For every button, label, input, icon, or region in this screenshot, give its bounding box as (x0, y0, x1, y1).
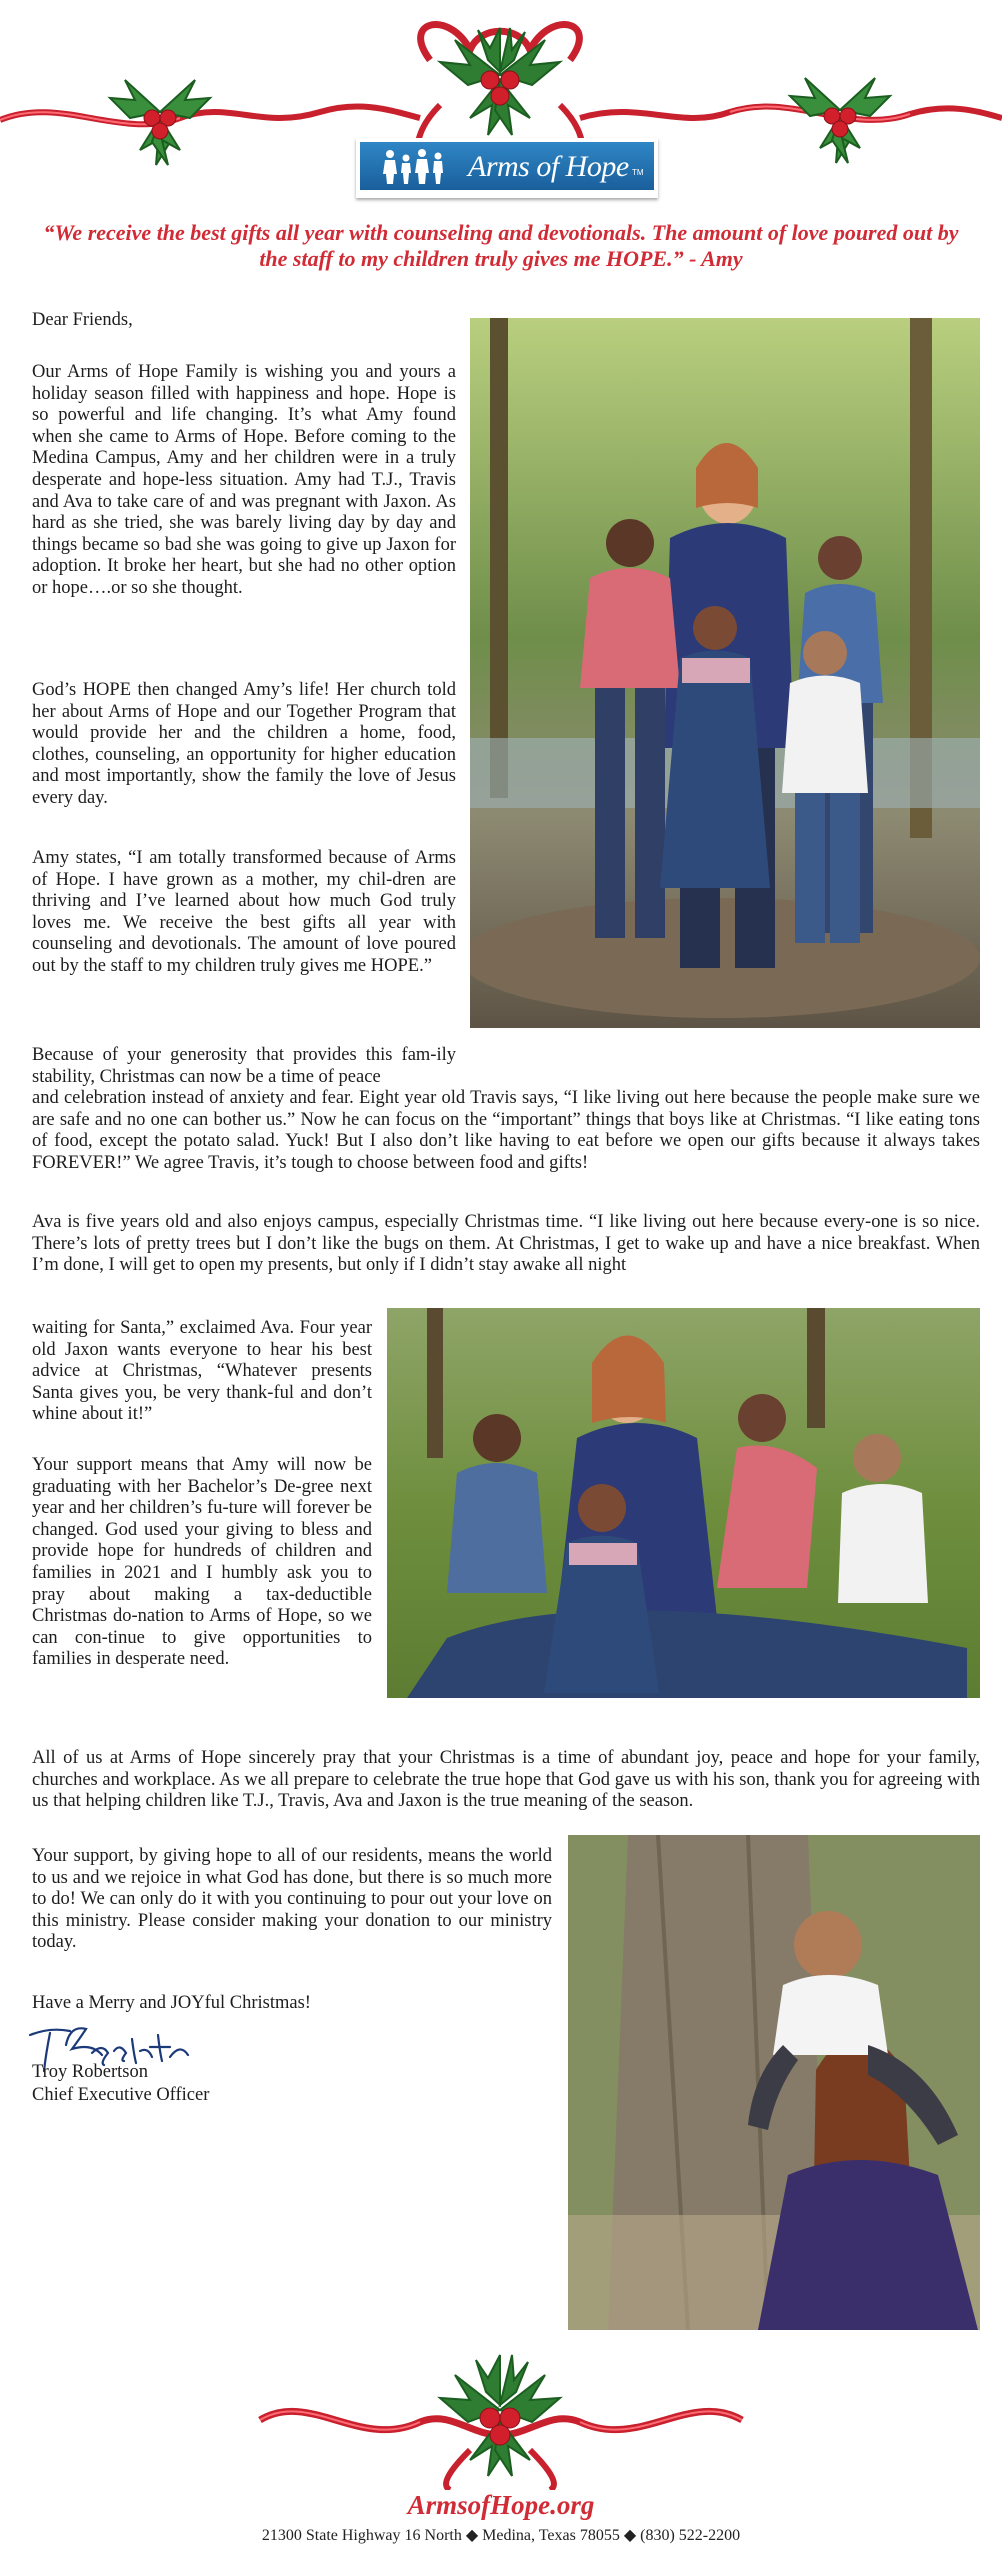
signer-name: Troy Robertson (32, 2062, 148, 2082)
photo-mother-with-son (568, 1835, 980, 2330)
arms-of-hope-logo (356, 138, 658, 198)
signer-title: Chief Executive Officer (32, 2085, 210, 2105)
photo-family-on-grass (387, 1308, 980, 1698)
paragraph-4-continued: and celebration instead of anxiety and fear. Eight year old Travis says, “I like living out here because the people make sure we are safe and no one can bother us.” Now he can focus on the “important” things that boys like at Christmas. “I like eating tons of food, except the potato salad. Yuck! But I also don’t like having to eat before we open our gifts because it always takes FOREVER!” We agree Travis, it’s tough to choose between food and gifts! (32, 1088, 980, 1173)
paragraph-7: All of us at Arms of Hope sincerely pray that your Christmas is a time of abundant joy, peace and hope for your family, churches and workplace. As we all prepare to celebrate the true hope that God gave us with his son, thank you for agreeing with us that helping children like T.J., Travis, Ava and Jaxon is the true meaning of the season. (32, 1748, 980, 1812)
paragraph-8: Your support, by giving hope to all of our residents, means the world to us and we rejoice in what God has done, but there is so much more to do! We can only do it with you continuing to pour out your love on this ministry. Please consider making your donation to our ministry today. (32, 1846, 552, 1953)
paragraph-1: Our Arms of Hope Family is wishing you and yours a holiday season filled with happiness and hope. Hope is so powerful and life changing. It’s what Amy found when she came to Arms of Hope. Before coming to the Medina Campus, Amy and her children were in a truly desperate and hope-less situation. Amy had T.J., Travis and Ava to take care of and was pregnant with Jaxon. As hard as she tried, she was barely living day by day and things became so bad she was going to give up Jaxon for adoption. It broke her heart, but she had no other option or hope….or so she thought. (32, 362, 456, 598)
header-quote: “We receive the best gifts all year with counseling and devotionals. The amount of love poured out by the staff to my children truly gives me HOPE.” - Amy (43, 220, 959, 271)
mailing-address: 21300 State Highway 16 North ◆ Medina, Texas 78055 ◆ (830) 522-2200 (261, 2527, 741, 2544)
logo-text: Arms of Hope (468, 150, 629, 183)
footer-holly-ribbon (250, 2340, 752, 2490)
paragraph-5-start: Ava is five years old and also enjoys campus, especially Christmas time. “I like living out here because every-one is so nice. There’s lots of pretty trees but I don’t like the bugs on them. At Christmas, I get to wake up and have a nice breakfast. When I’m done, I will get to open my presents, but only if I didn’t stay awake all night (32, 1212, 980, 1276)
salutation: Dear Friends, (32, 310, 133, 330)
paragraph-6: Your support means that Amy will now be graduating with her Bachelor’s De-gree next year and her children’s fu-ture will forever be changed. God used your giving to bless and provide hope for hundreds of children and families in 2021 and I humbly ask you to pray about making a tax-deductible Christmas do-nation to Arms of Hope, so we can con-tinue to give opportunities to families in desperate need. (32, 1455, 372, 1670)
website-url[interactable]: ArmsofHope.org (407, 2490, 595, 2520)
photo-family-by-river (470, 318, 980, 1028)
paragraph-5-continued: waiting for Santa,” exclaimed Ava. Four year old Jaxon wants everyone to hear his best advice at Christmas, “Whatever presents Santa gives you, be very thank-ful and don’t whine about it!” (32, 1318, 372, 1425)
paragraph-4-start: Because of your generosity that provides this fam-ily stability, Christmas can now be a time of peace (32, 1045, 456, 1087)
paragraph-2: God’s HOPE then changed Amy’s life! Her church told her about Arms of Hope and our Together Program that would provide her and the children a home, food, clothes, counseling, an opportunity for higher education and most importantly, show the family the love of Jesus every day. (32, 680, 456, 808)
family-silhouette-icon (378, 146, 458, 186)
paragraph-3: Amy states, “I am totally transformed because of Arms of Hope. I have grown as a mother, my chil-dren are thriving and I’ve learned about how much God truly loves me. We receive the best gifts all year with counseling and devotionals. The amount of love poured out by the staff to my children truly gives me HOPE.” (32, 848, 456, 976)
closing: Have a Merry and JOYful Christmas! (32, 1993, 311, 2013)
logo-trademark: TM (632, 168, 644, 177)
